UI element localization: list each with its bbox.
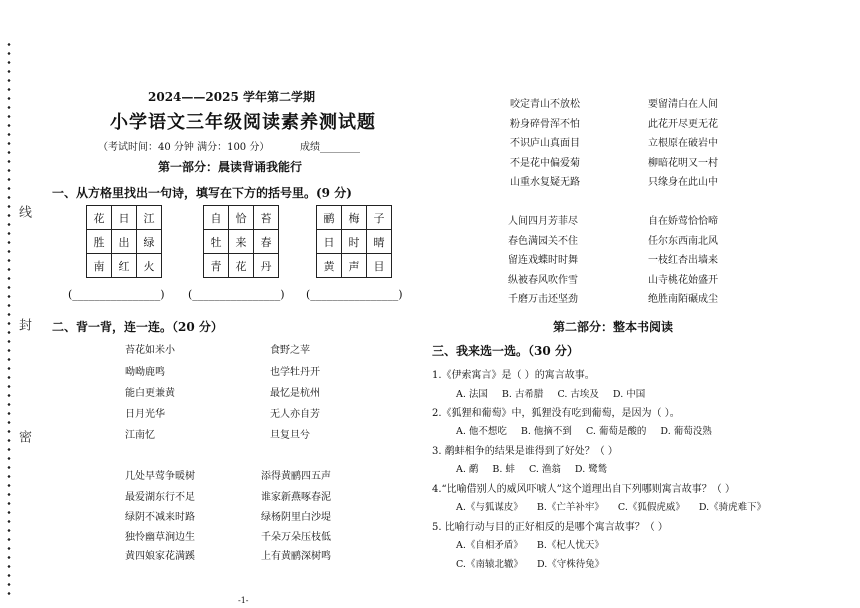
match-left-item[interactable]: 不是花中偏爱菊 — [510, 158, 580, 169]
match-right-item[interactable]: 绿杨阴里白沙堤 — [261, 512, 331, 523]
question-2-options — [456, 423, 726, 437]
exam-info: （考试时间：40 分钟 满分：100 分） — [98, 142, 270, 153]
grid-cell: 梅 — [342, 206, 367, 230]
grid-cell: 日 — [112, 206, 137, 230]
grid-cell: 火 — [137, 254, 162, 278]
grid-cell: 绿 — [137, 230, 162, 254]
grid-cell: 恰 — [229, 206, 254, 230]
match-left-item[interactable]: 独怜幽草涧边生 — [125, 532, 195, 543]
match-left-item[interactable]: 纵被春风吹作雪 — [508, 275, 578, 286]
option[interactable]: A. 鹬 — [456, 464, 479, 475]
option[interactable]: B. 蚌 — [492, 464, 515, 475]
grid-cell: 青 — [204, 254, 229, 278]
grid-cell: 花 — [229, 254, 254, 278]
answer-blank-2[interactable]: (________________) — [188, 288, 285, 301]
option[interactable]: D. 鹭鸶 — [574, 464, 608, 475]
question-3-options — [456, 461, 621, 475]
grid-cell: 声 — [342, 254, 367, 278]
match-left-item[interactable]: 几处早莺争暖树 — [125, 471, 195, 482]
page-number: -1- — [238, 596, 249, 605]
match-left-item[interactable]: 最爱湖东行不足 — [125, 492, 195, 503]
grid-cell: 出 — [112, 230, 137, 254]
answer-blank-3[interactable]: (________________) — [306, 288, 403, 301]
option[interactable]: D.《守株待兔》 — [536, 559, 605, 570]
grid-cell: 日 — [317, 230, 342, 254]
question-4: 4.“比喻借别人的威风吓唬人”这个道理出自下列哪则寓言故事？（ ） — [432, 484, 735, 495]
option[interactable]: A.《自相矛盾》 — [456, 540, 523, 551]
option[interactable]: A. 法国 — [456, 389, 488, 400]
question-5: 5. 比喻行动与目的正好相反的是哪个寓言故事？（ ） — [432, 522, 668, 533]
part1-heading: 第一部分：晨读背诵我能行 — [158, 160, 303, 174]
grid-cell: 红 — [112, 254, 137, 278]
match-left-item[interactable]: 呦呦鹿鸣 — [125, 367, 165, 378]
binding-char-line: 线 — [16, 205, 31, 218]
option[interactable]: C.《南辕北辙》 — [456, 559, 523, 570]
option[interactable]: D.《骑虎难下》 — [698, 502, 767, 513]
grid-cell: 来 — [229, 230, 254, 254]
part2-heading: 第二部分：整本书阅读 — [553, 320, 674, 334]
match-right-item[interactable]: 无人亦自芳 — [270, 409, 320, 420]
option[interactable]: B.《杞人忧天》 — [536, 540, 604, 551]
match-left-item[interactable]: 绿阴不减来时路 — [125, 512, 195, 523]
section1-title: 一、从方格里找出一句诗，填写在下方的括号里。(9 分) — [52, 186, 352, 200]
grid-cell: 子 — [367, 206, 392, 230]
match-left-item[interactable]: 日月光华 — [125, 409, 165, 420]
option[interactable]: A. 他不想吃 — [456, 426, 507, 437]
question-1-options — [456, 386, 659, 400]
match-left-item[interactable]: 能白更兼黄 — [125, 388, 175, 399]
option[interactable]: C.《狐假虎威》 — [617, 502, 685, 513]
question-1: 1.《伊索寓言》是（ ）的寓言故事。 — [432, 370, 595, 381]
char-grid-1 — [86, 205, 162, 278]
option[interactable]: B. 古希腊 — [501, 389, 544, 400]
section3-title: 三、我来选一选。（30 分） — [432, 344, 579, 358]
match-right-item[interactable]: 立根原在破岩中 — [648, 138, 718, 149]
answer-blank-1[interactable]: (________________) — [68, 288, 165, 301]
match-left-item[interactable]: 咬定青山不放松 — [510, 99, 580, 110]
match-right-item[interactable]: 此花开尽更无花 — [648, 119, 718, 130]
score-field[interactable]: 成绩________ — [300, 142, 360, 153]
match-left-item[interactable]: 粉身碎骨浑不怕 — [510, 119, 580, 130]
match-left-item[interactable]: 留连戏蝶时时舞 — [508, 255, 578, 266]
match-left-item[interactable]: 不识庐山真面目 — [510, 138, 580, 149]
match-right-item[interactable]: 也学牡丹开 — [270, 367, 320, 378]
match-right-item[interactable]: 添得黄鹂四五声 — [261, 471, 331, 482]
question-3: 3. 鹬蚌相争的结果是谁得到了好处？（ ） — [432, 446, 618, 457]
match-right-item[interactable]: 旦复旦兮 — [270, 430, 310, 441]
match-right-item[interactable]: 山寺桃花始盛开 — [648, 275, 718, 286]
option[interactable]: B.《亡羊补牢》 — [536, 502, 604, 513]
binding-char-secret: 密 — [16, 430, 31, 443]
grid-cell: 黄 — [317, 254, 342, 278]
question-5-options — [456, 537, 618, 551]
match-left-item[interactable]: 山重水复疑无路 — [510, 177, 580, 188]
option[interactable]: C. 古埃及 — [557, 389, 599, 400]
match-left-item[interactable]: 苔花如米小 — [125, 345, 175, 356]
grid-cell: 江 — [137, 206, 162, 230]
grid-cell: 晴 — [367, 230, 392, 254]
match-right-item[interactable]: 食野之苹 — [270, 345, 310, 356]
exam-title: 小学语文三年级阅读素养测试题 — [110, 112, 376, 133]
school-year: 2024——2025 学年第二学期 — [148, 90, 315, 104]
match-left-item[interactable]: 江南忆 — [125, 430, 155, 441]
grid-cell: 丹 — [254, 254, 279, 278]
option[interactable]: B. 他摘不到 — [520, 426, 572, 437]
grid-cell: 时 — [342, 230, 367, 254]
match-left-item[interactable]: 人间四月芳菲尽 — [508, 216, 578, 227]
option[interactable]: C. 葡萄是酸的 — [585, 426, 647, 437]
match-right-item[interactable]: 任尔东西南北风 — [648, 236, 718, 247]
grid-cell: 鹂 — [317, 206, 342, 230]
match-right-item[interactable]: 最忆是杭州 — [270, 388, 320, 399]
question-5-options-row2 — [456, 556, 618, 570]
question-4-options — [456, 499, 780, 513]
match-left-item[interactable]: 黄四娘家花满蹊 — [125, 551, 195, 562]
grid-cell: 自 — [204, 206, 229, 230]
match-right-item[interactable]: 谁家新燕啄春泥 — [261, 492, 331, 503]
section2-title: 二、背一背，连一连。（20 分） — [52, 320, 223, 334]
grid-cell: 目 — [367, 254, 392, 278]
match-right-item[interactable]: 绝胜南陌碾成尘 — [648, 294, 718, 305]
match-right-item[interactable]: 上有黄鹂深树鸣 — [261, 551, 331, 562]
match-right-item[interactable]: 自在娇莺恰恰啼 — [648, 216, 718, 227]
binding-char-seal: 封 — [16, 318, 31, 331]
option[interactable]: A.《与狐谋皮》 — [456, 502, 523, 513]
grid-cell: 花 — [87, 206, 112, 230]
option[interactable]: C. 渔翁 — [528, 464, 561, 475]
char-grid-3 — [316, 205, 392, 278]
match-right-item[interactable]: 要留清白在人间 — [648, 99, 718, 110]
binding-dotted-line — [6, 40, 12, 600]
match-right-item[interactable]: 柳暗花明又一村 — [648, 158, 718, 169]
match-left-item[interactable]: 春色满园关不住 — [508, 236, 578, 247]
grid-cell: 牡 — [204, 230, 229, 254]
grid-cell: 春 — [254, 230, 279, 254]
match-right-item[interactable]: 千朵万朵压枝低 — [261, 532, 331, 543]
grid-cell: 苔 — [254, 206, 279, 230]
grid-cell: 南 — [87, 254, 112, 278]
match-right-item[interactable]: 一枝红杏出墙来 — [648, 255, 718, 266]
option[interactable]: D. 中国 — [612, 389, 646, 400]
option[interactable]: D. 葡萄没熟 — [660, 426, 712, 437]
char-grid-2 — [203, 205, 279, 278]
match-right-item[interactable]: 只缘身在此山中 — [648, 177, 718, 188]
match-left-item[interactable]: 千磨万击还坚劲 — [508, 294, 578, 305]
question-2: 2.《狐狸和葡萄》中，狐狸没有吃到葡萄，是因为（ ）。 — [432, 408, 680, 419]
grid-cell: 胜 — [87, 230, 112, 254]
